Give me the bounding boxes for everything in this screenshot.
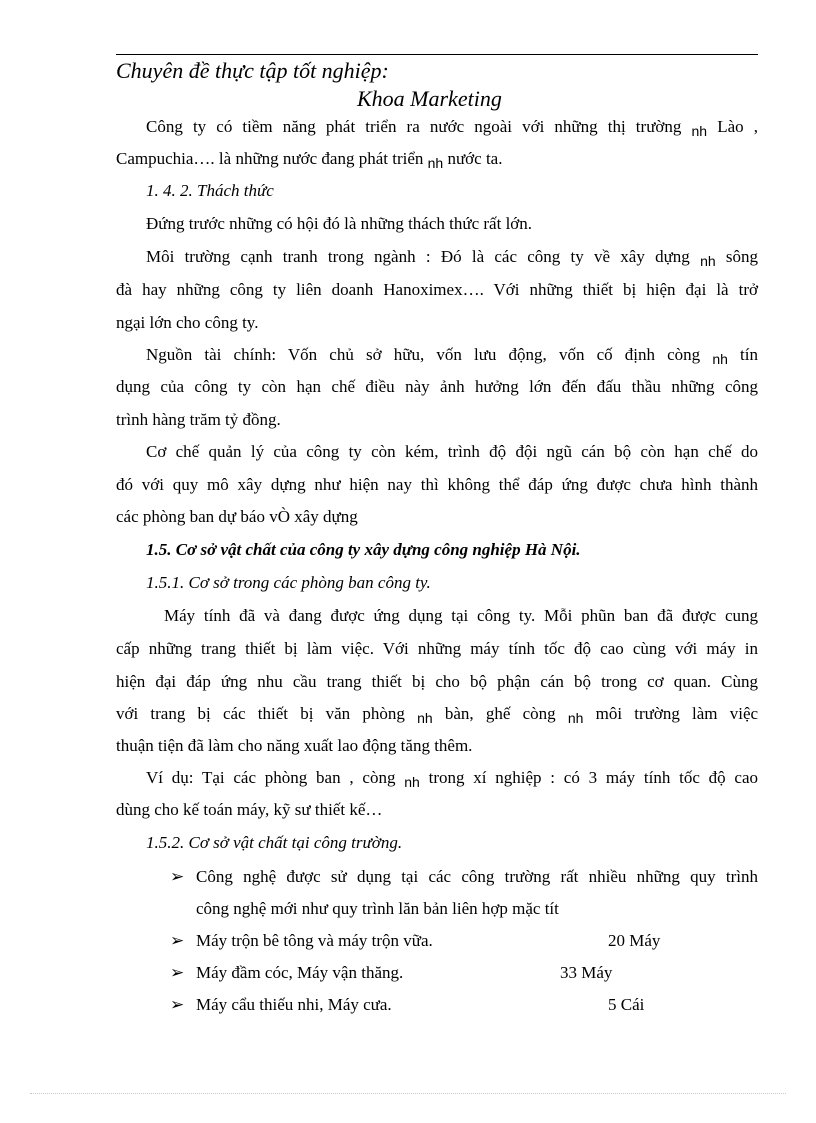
list-item-quantity: 33 Máy <box>560 963 613 982</box>
header-rule <box>116 54 758 55</box>
bullet-arrow-icon: ➢ <box>170 995 185 1014</box>
footer-dotted-rule <box>30 1093 786 1094</box>
list-item-continuation: công nghệ mới như quy trình lăn bản liên hợp mặc tít <box>196 899 559 918</box>
list-item-quantity: 5 Cái <box>608 995 645 1014</box>
list-item-label: Máy cẩu thiếu nhi, Máy cưa. <box>196 995 392 1014</box>
paragraph-line: Môi trường cạnh tranh trong ngành : Đó là các công ty về xây dựng $_{nh}$ sông <box>146 247 759 269</box>
bullet-arrow-icon: ➢ <box>170 963 185 982</box>
paragraph-line: Cơ chế quản lý của công ty còn kém, trình độ đội ngũ cán bộ còn hạn chế do <box>146 442 758 461</box>
list-item-label: Máy trộn bê tông và máy trộn vữa. <box>196 931 433 950</box>
paragraph-line: dùng cho kế toán máy, kỹ sư thiết kế… <box>116 800 383 819</box>
list-item-label: Máy đầm cóc, Máy vận thăng. <box>196 963 404 982</box>
paragraph-line: Nguồn tài chính: Vốn chủ sở hữu, vốn lưu động, vốn cố định còng $_{nh}$ tín <box>146 345 758 367</box>
paragraph-line: hiện đại đáp ứng nhu cầu trang thiết bị cho bộ phận cán bộ trong cơ quan. Cùng <box>116 672 758 691</box>
paragraph-line: Công ty có tiềm năng phát triển ra nước ngoài với những thị trường $_{nh}$ Lào , <box>146 117 758 139</box>
header-title: Chuyên đề thực tập tốt nghiệp: <box>116 58 389 83</box>
section-heading-1-5-2: 1.5.2. Cơ sở vật chất tại công trường. <box>146 833 403 852</box>
list-item-quantity: 20 Máy <box>608 931 661 950</box>
paragraph-line: các phòng ban dự báo vÒ xây dựng <box>116 507 358 526</box>
section-heading-1-5-1: 1.5.1. Cơ sở trong các phòng ban công ty. <box>146 573 431 592</box>
paragraph-line: đà hay những công ty liên doanh Hanoximex…. Với những thiết bị hiện đại là trở <box>116 280 758 299</box>
paragraph-line: đó với quy mô xây dựng như hiện nay thì không thể đáp ứng được chưa hình thành <box>116 475 758 494</box>
list-item: Công nghệ được sử dụng tại các công trường rất nhiều những quy trình <box>196 867 758 886</box>
bullet-arrow-icon: ➢ <box>170 931 185 950</box>
paragraph-line: cấp những trang thiết bị làm việc. Với những máy tính tốc độ cao cùng với máy in <box>116 639 758 658</box>
paragraph-line: thuận tiện đã làm cho năng xuất lao động tăng thêm. <box>116 736 473 755</box>
paragraph-line: Campuchia…. là những nước đang phát triển $_{nh}$ nước ta. <box>116 149 503 171</box>
bullet-arrow-icon: ➢ <box>170 867 185 886</box>
header-subtitle: Khoa Marketing <box>357 86 502 111</box>
section-heading-1-4-2: 1. 4. 2. Thách thức <box>146 181 274 200</box>
section-heading-1-5: 1.5. Cơ sở vật chất của công ty xây dựng công nghiệp Hà Nội. <box>146 540 581 559</box>
paragraph-line: Đứng trước những có hội đó là những thách thức rất lớn. <box>146 214 533 233</box>
paragraph-line: Máy tính đã và đang được ứng dụng tại công ty. Mỗi phũn ban đã được cung <box>164 606 758 625</box>
paragraph-line: trình hàng trăm tỷ đồng. <box>116 410 281 429</box>
paragraph-line: với trang bị các thiết bị văn phòng $_{nh}$ bàn, ghế còng $_{nh}$ môi trường làm việc <box>116 704 759 726</box>
paragraph-line: Ví dụ: Tại các phòng ban , còng $_{nh}$ trong xí nghiệp : có 3 máy tính tốc độ cao <box>146 768 759 790</box>
paragraph-line: dụng của công ty còn hạn chế điều này ảnh hưởng lớn đến đấu thầu những công <box>116 377 758 396</box>
paragraph-line: ngại lớn cho công ty. <box>116 313 259 332</box>
